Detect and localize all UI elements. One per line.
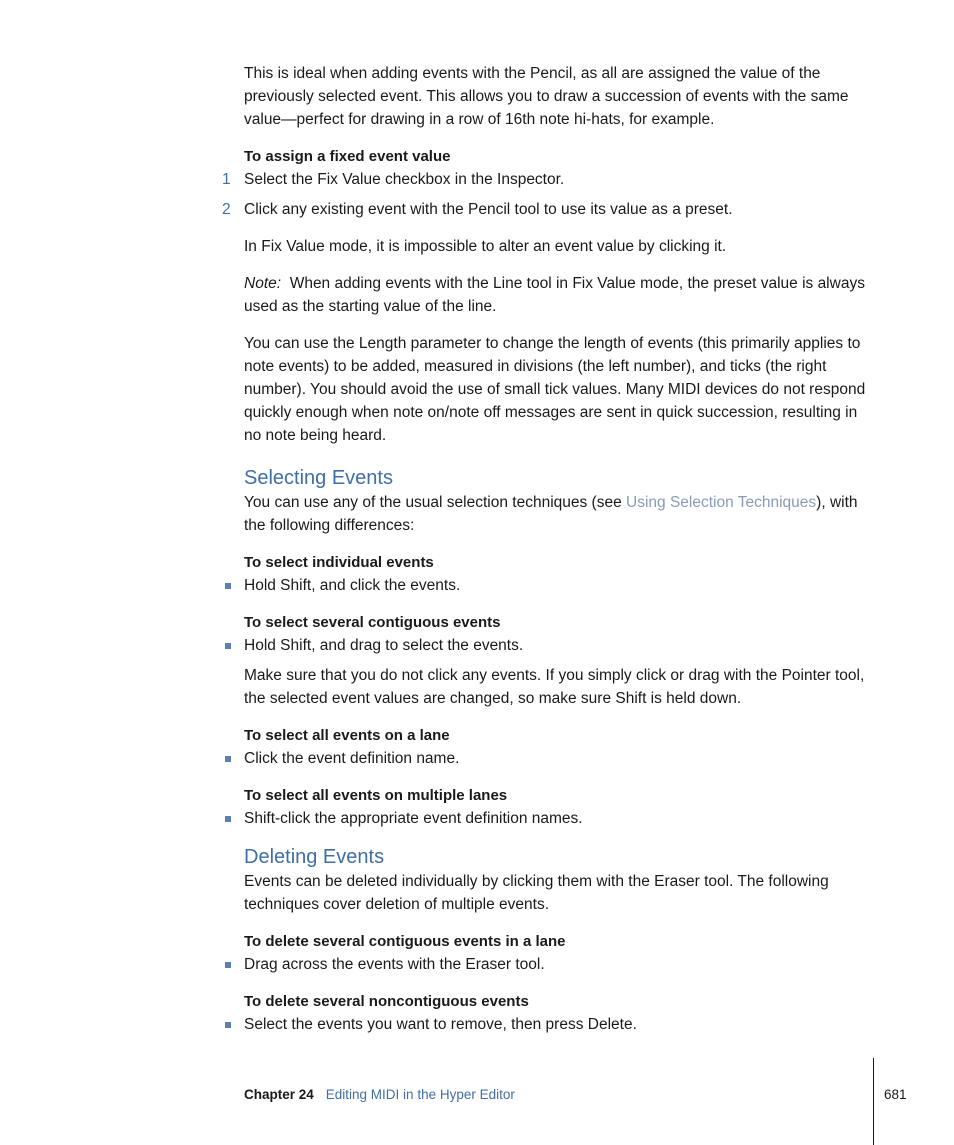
selecting-intro-text: You can use any of the usual selection techniques (see [244, 494, 627, 511]
note-label: Note: [244, 275, 282, 292]
deleting-intro: Events can be deleted individually by clicking them with the Eraser tool. The following techniques cover deletion of multiple events. [244, 873, 829, 913]
bullet-text: Drag across the events with the Eraser tool. [244, 956, 545, 973]
step-2 [222, 198, 876, 221]
task-heading-fixed-value: To assign a fixed event value [244, 148, 451, 165]
footer-divider [873, 1058, 874, 1145]
bullet-square-icon [225, 1022, 231, 1028]
task-heading: To select all events on a lane [244, 727, 450, 744]
note-paragraph [244, 272, 876, 318]
step-number: 2 [222, 201, 231, 218]
task-heading: To delete several noncontiguous events [244, 993, 529, 1010]
chapter-title-link[interactable]: Editing MIDI in the Hyper Editor [325, 1087, 515, 1102]
page-footer [244, 1086, 515, 1104]
selecting-intro [244, 491, 876, 537]
bullet-text: Shift-click the appropriate event definition names. [244, 810, 583, 827]
task-heading: To select several contiguous events [244, 614, 501, 631]
task-heading: To delete several contiguous events in a lane [244, 933, 566, 950]
bullet-item [244, 807, 876, 830]
fix-value-mode-paragraph: In Fix Value mode, it is impossible to alter an event value by clicking it. [244, 238, 727, 255]
section-title-selecting-events: Selecting Events [244, 467, 393, 489]
task-heading: To select all events on multiple lanes [244, 787, 508, 804]
bullet-square-icon [225, 583, 231, 589]
step-text: Click any existing event with the Pencil tool to use its value as a preset. [244, 201, 733, 218]
main-content [222, 62, 876, 1043]
intro-paragraph: This is ideal when adding events with the Pencil, as all are assigned the value of the previously selected event. This allows you to draw a succession of events with the same value—perfect for drawing in a row of 16th note hi-hats, for example. [244, 65, 849, 128]
bullet-item [244, 634, 876, 657]
bullet-text: Hold Shift, and drag to select the events. [244, 637, 524, 654]
section-title-deleting-events: Deleting Events [244, 846, 385, 868]
bullet-item [244, 574, 876, 597]
bullet-square-icon [225, 756, 231, 762]
selection-techniques-link[interactable]: Using Selection Techniques [626, 494, 817, 511]
step-1 [222, 168, 876, 191]
bullet-item [244, 747, 876, 770]
bullet-square-icon [225, 643, 231, 649]
page-number: 681 [884, 1087, 907, 1102]
bullet-square-icon [225, 816, 231, 822]
bullet-text: Hold Shift, and click the events. [244, 577, 461, 594]
step-text: Select the Fix Value checkbox in the Inspector. [244, 171, 565, 188]
note-text: When adding events with the Line tool in Fix Value mode, the preset value is always used as the starting value of the line. [244, 275, 865, 315]
pointer-tool-paragraph: Make sure that you do not click any events. If you simply click or drag with the Pointer tool, the selected event values are changed, so make sure Shift is held down. [244, 667, 865, 707]
length-paragraph: You can use the Length parameter to change the length of events (this primarily applies to note events) to be added, measured in divisions (the left number), and ticks (the right number). You should avoid the use of small tick values. Many MIDI devices do not respond quickly enough when note on/note off messages are sent in quick succession, resulting in no note being heard. [244, 335, 866, 444]
task-heading: To select individual events [244, 554, 434, 571]
bullet-text: Click the event definition name. [244, 750, 460, 767]
selecting-intro-text-end: ), with the following differences: [244, 494, 858, 534]
bullet-text: Select the events you want to remove, then press Delete. [244, 1016, 637, 1033]
chapter-label: Chapter 24 [244, 1087, 314, 1102]
bullet-item [244, 1013, 876, 1036]
step-number: 1 [222, 171, 231, 188]
bullet-square-icon [225, 962, 231, 968]
bullet-item [244, 953, 876, 976]
